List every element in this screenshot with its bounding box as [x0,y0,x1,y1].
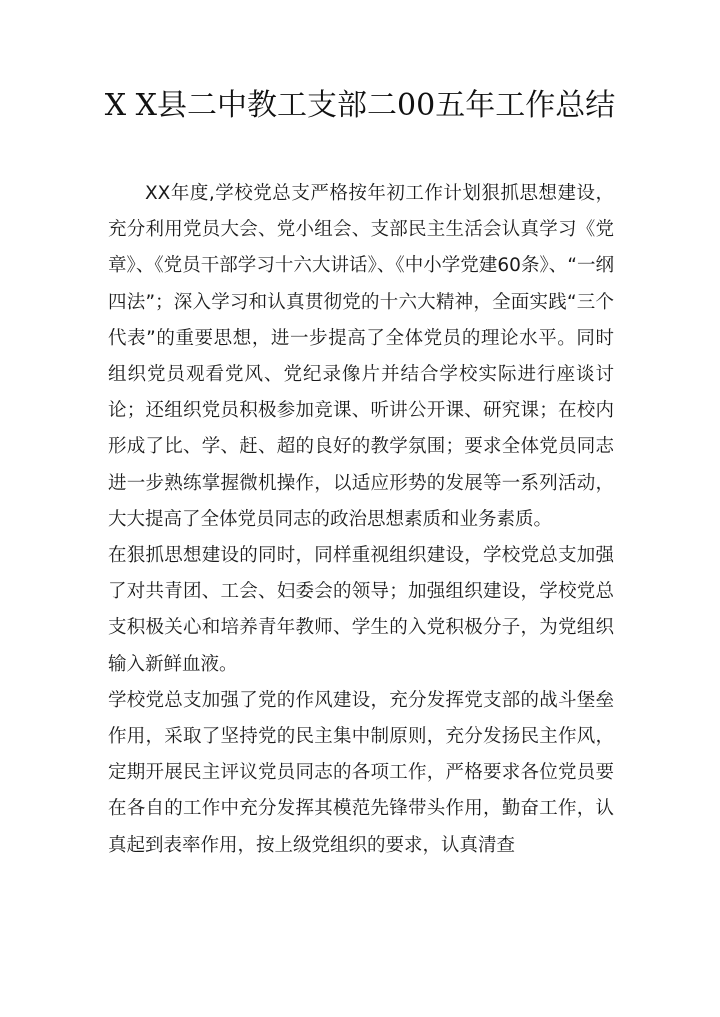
paragraph-ideological-building: XX年度,学校党总支严格按年初工作计划狠抓思想建设，充分利用党员大会、党小组会、支部民主生活会认真学习《党章》、《党员干部学习十六大讲话》、《中小学党建60条》、“一纲四法”；深入学习和认真贯彻党的十六大精神，全面实践“三个代表”的重要思想，进一步提高了全体党员的理论水平。同时组织党员观看党风、党纪录像片并结合学校实际进行座谈讨论；还组织党员积极参加竞课、听讲公开课、研究课；在校内形成了比、学、赶、超的良好的教学氛围；要求全体党员同志进一步熟练掌握微机操作，以适应形势的发展等一系列活动，大大提高了全体党员同志的政治思想素质和业务素质。 [108,183,614,530]
paragraph-work-style-building: 学校党总支加强了党的作风建设，充分发挥党支部的战斗堡垒作用，采取了坚持党的民主集中制原则，充分发扬民主作风，定期开展民主评议党员同志的各项工作，严格要求各位党员要在各自的工作中充分发挥其模范先锋带头作用，勤奋工作，认真起到表率作用，按上级党组织的要求，认真清查 [108,689,614,856]
paragraph-organizational-building: 在狠抓思想建设的同时，同样重视组织建设，学校党总支加强了对共青团、工会、妇委会的领导；加强组织建设，学校党总支积极关心和培养青年教师、学生的入党积极分子，为党组织输入新鲜血液。 [108,545,614,675]
document-title: X X县二中教工支部二00五年工作总结 [104,88,616,123]
document-body [108,176,614,864]
